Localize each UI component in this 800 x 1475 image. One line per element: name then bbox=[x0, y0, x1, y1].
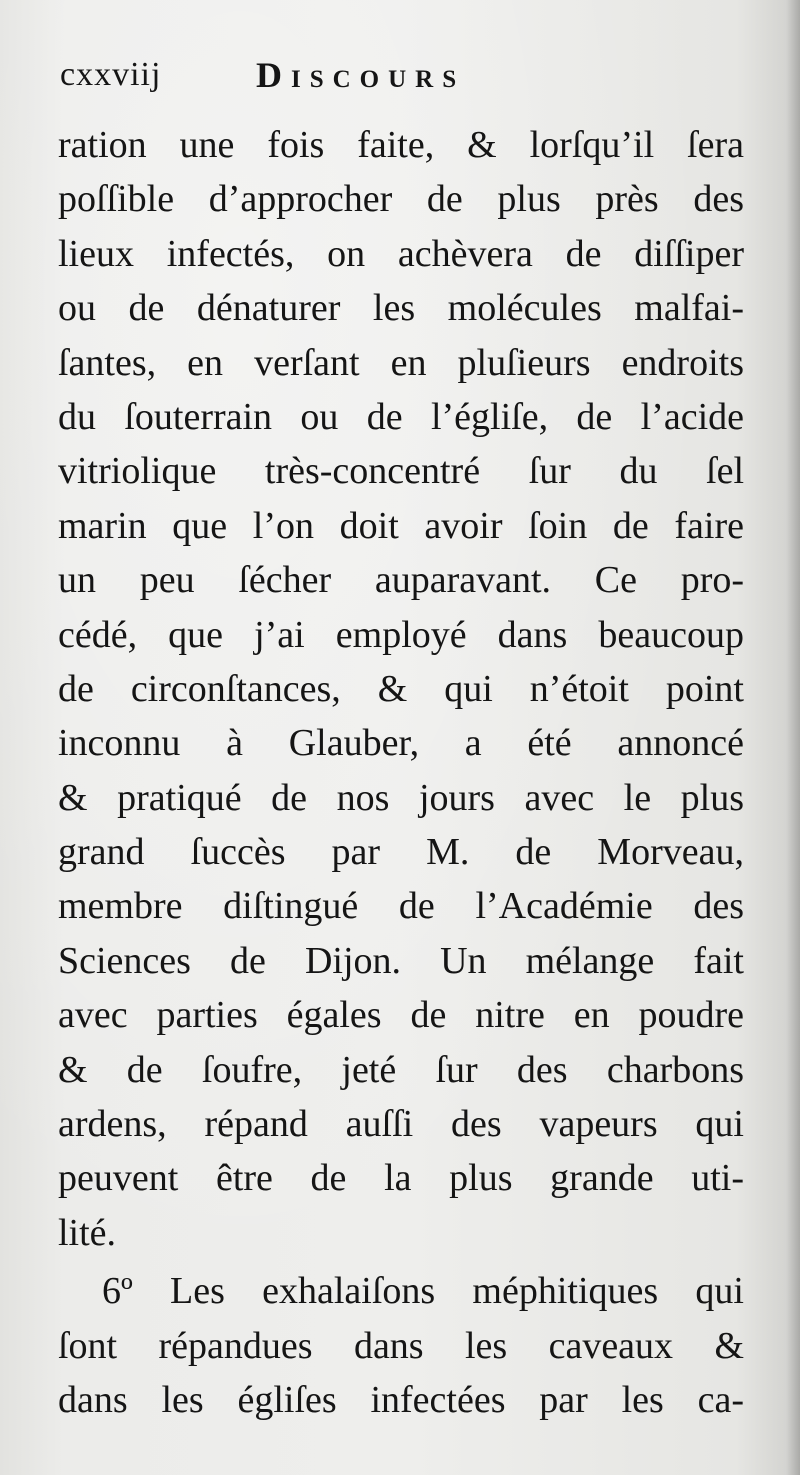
page-number: cxxviij bbox=[60, 56, 162, 93]
text-line: ou de dénaturer les molécules malfai- bbox=[58, 287, 744, 330]
running-head: Discours bbox=[256, 55, 466, 95]
text-line: & de ſoufre, jeté ſur des charbons bbox=[58, 1048, 744, 1091]
text-line: inconnu à Glauber, a été annoncé bbox=[58, 722, 744, 765]
text-line: cédé, que j’ai employé dans beaucoup bbox=[58, 613, 744, 656]
text-line: marin que l’on doit avoir ſoin de faire bbox=[58, 504, 744, 547]
text-line: membre diſtingué de l’Académie des bbox=[58, 885, 744, 928]
paragraph-2 bbox=[58, 1264, 744, 1427]
text-line: & pratiqué de nos jours avec le plus bbox=[58, 776, 744, 819]
text-block bbox=[58, 118, 744, 1427]
text-line: ſont répandues dans les caveaux & bbox=[58, 1324, 744, 1367]
text-line: 6º Les exhalaiſons méphitiques qui bbox=[102, 1270, 744, 1313]
text-line: poſſible d’approcher de plus près des bbox=[58, 178, 744, 221]
text-line: grand ſuccès par M. de Morveau, bbox=[58, 831, 744, 874]
page-header bbox=[58, 52, 748, 102]
text-line: peuvent être de la plus grande uti- bbox=[58, 1157, 744, 1200]
text-line: ardens, répand auſſi des vapeurs qui bbox=[58, 1103, 744, 1146]
text-line: Sciences de Dijon. Un mélange fait bbox=[58, 939, 744, 982]
text-line: ſantes, en verſant en pluſieurs endroits bbox=[58, 341, 744, 384]
text-line: un peu ſécher auparavant. Ce pro- bbox=[58, 559, 744, 602]
text-line: dans les égliſes infectées par les ca- bbox=[58, 1378, 744, 1421]
text-line: ration une fois faite, & lorſqu’il ſera bbox=[58, 124, 744, 166]
text-line: du ſouterrain ou de l’égliſe, de l’acide bbox=[58, 395, 744, 438]
text-line: vitriolique très-concentré ſur du ſel bbox=[58, 450, 744, 493]
text-line: lieux infectés, on achèvera de diſſiper bbox=[58, 232, 744, 275]
page-edge-shadow bbox=[786, 0, 800, 1475]
text-line: avec parties égales de nitre en poudre bbox=[58, 994, 744, 1037]
text-line: de circonſtances, & qui n’étoit point bbox=[58, 667, 744, 710]
paragraph-1 bbox=[58, 118, 744, 1260]
text-line: lité. bbox=[58, 1211, 117, 1254]
